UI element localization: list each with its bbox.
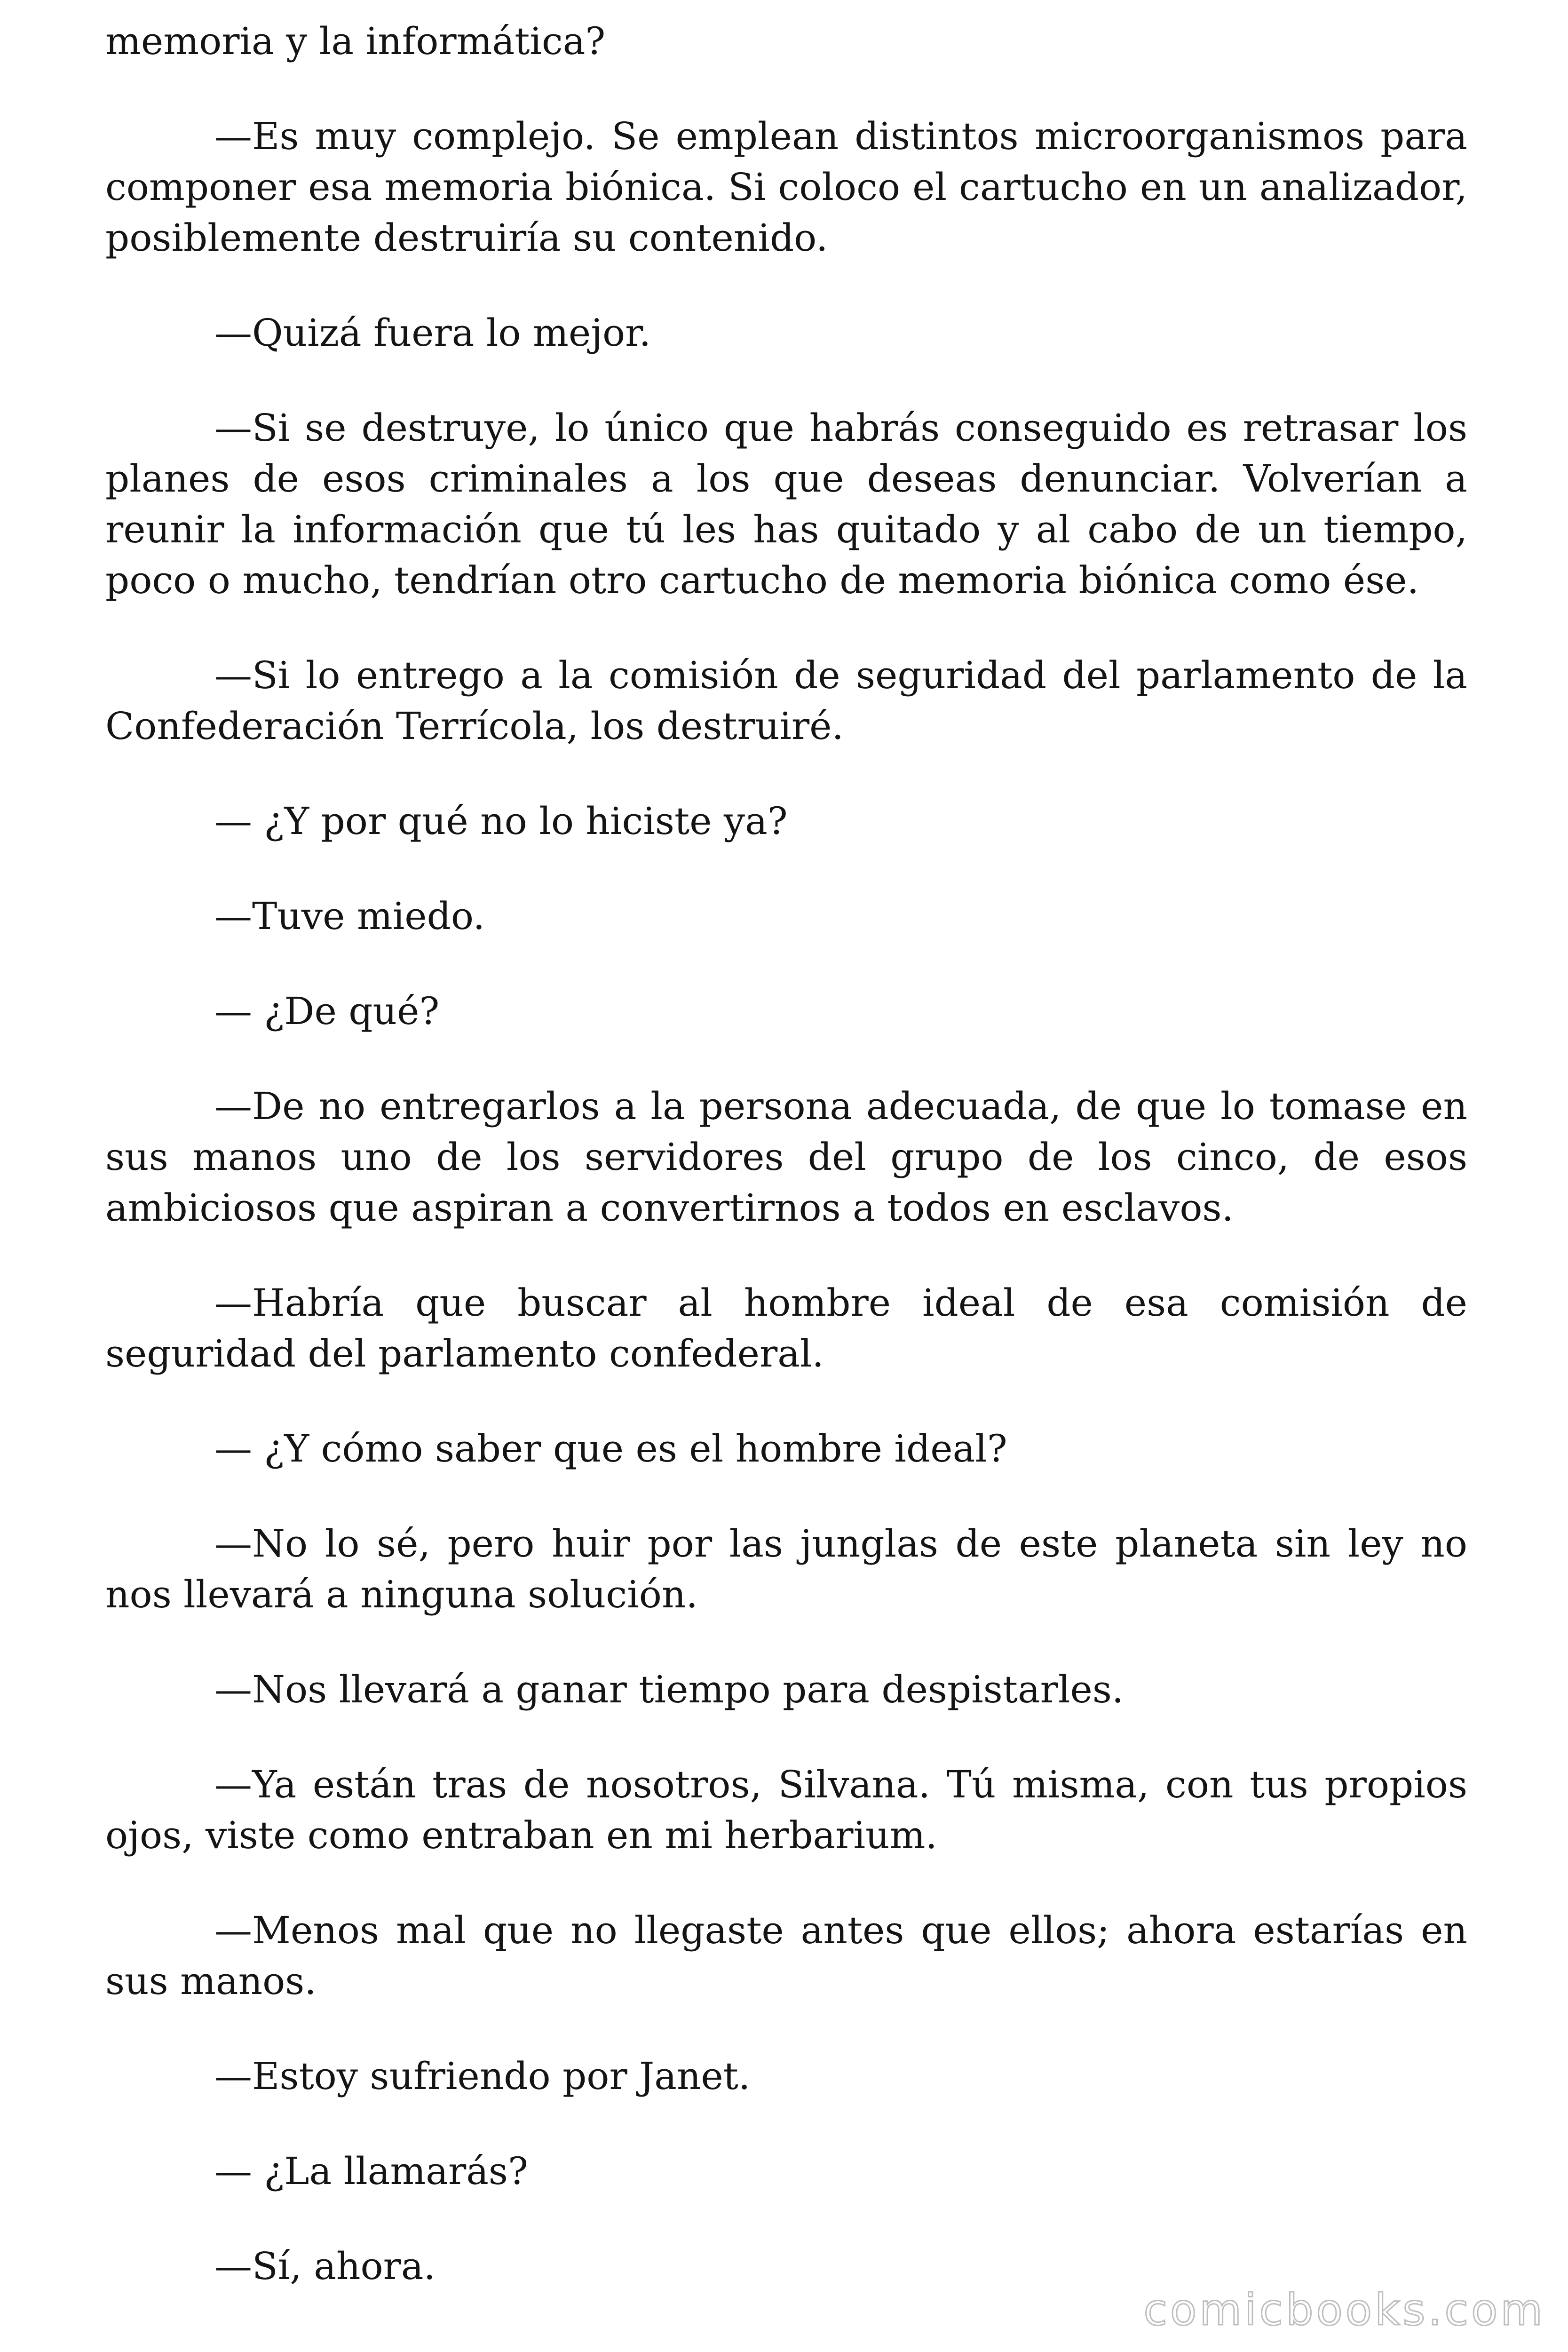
paragraph-9: —De no entregarlos a la persona adecuada, de que lo tomase en sus manos uno de los servidores del grupo de los cinco, de esos ambiciosos que aspiran a convertirnos a todos en esclavos. — [105, 1084, 1467, 1230]
paragraph-14: —Ya están tras de nosotros, Silvana. Tú misma, con tus propios ojos, viste como entraban en mi herbarium. — [105, 1763, 1467, 1857]
book-page — [105, 0, 1467, 2336]
paragraph-4: —Si se destruye, lo único que habrás conseguido es retrasar los planes de esos criminales a los que deseas denunciar. Volverían a reunir la información que tú les has quitado y al cabo de un tiempo, poco o mucho, tendrían otro cartucho de memoria biónica como ése. — [105, 406, 1467, 602]
paragraph-5: —Si lo entrego a la comisión de seguridad del parlamento de la Confederación Terrícola, los destruiré. — [105, 653, 1467, 748]
paragraph-11: — ¿Y cómo saber que es el hombre ideal? — [214, 1427, 1007, 1470]
paragraph-3: —Quizá fuera lo mejor. — [214, 311, 651, 355]
paragraph-6: — ¿Y por qué no lo hiciste ya? — [214, 799, 788, 843]
paragraph-18: —Sí, ahora. — [214, 2244, 436, 2288]
paragraph-16: —Estoy sufriendo por Janet. — [214, 2054, 751, 2098]
paragraph-13: —Nos llevará a ganar tiempo para despistarles. — [214, 1668, 1124, 1711]
site-watermark: comicbooks.com — [1143, 2285, 1545, 2335]
paragraph-1: memoria y la informática? — [105, 19, 606, 63]
paragraph-17: — ¿La llamarás? — [214, 2149, 528, 2193]
paragraph-8: — ¿De qué? — [214, 989, 440, 1033]
paragraph-12: —No lo sé, pero huir por las junglas de este planeta sin ley no nos llevará a ninguna solución. — [105, 1522, 1467, 1616]
paragraph-10: —Habría que buscar al hombre ideal de esa comisión de seguridad del parlamento confederal. — [105, 1281, 1467, 1375]
paragraph-2: —Es muy complejo. Se emplean distintos microorganismos para componer esa memoria biónica. Si coloco el cartucho en un analizador, posiblemente destruiría su contenido. — [105, 114, 1467, 260]
paragraph-15: —Menos mal que no llegaste antes que ellos; ahora estarías en sus manos. — [105, 1908, 1467, 2003]
paragraph-7: —Tuve miedo. — [214, 894, 485, 938]
